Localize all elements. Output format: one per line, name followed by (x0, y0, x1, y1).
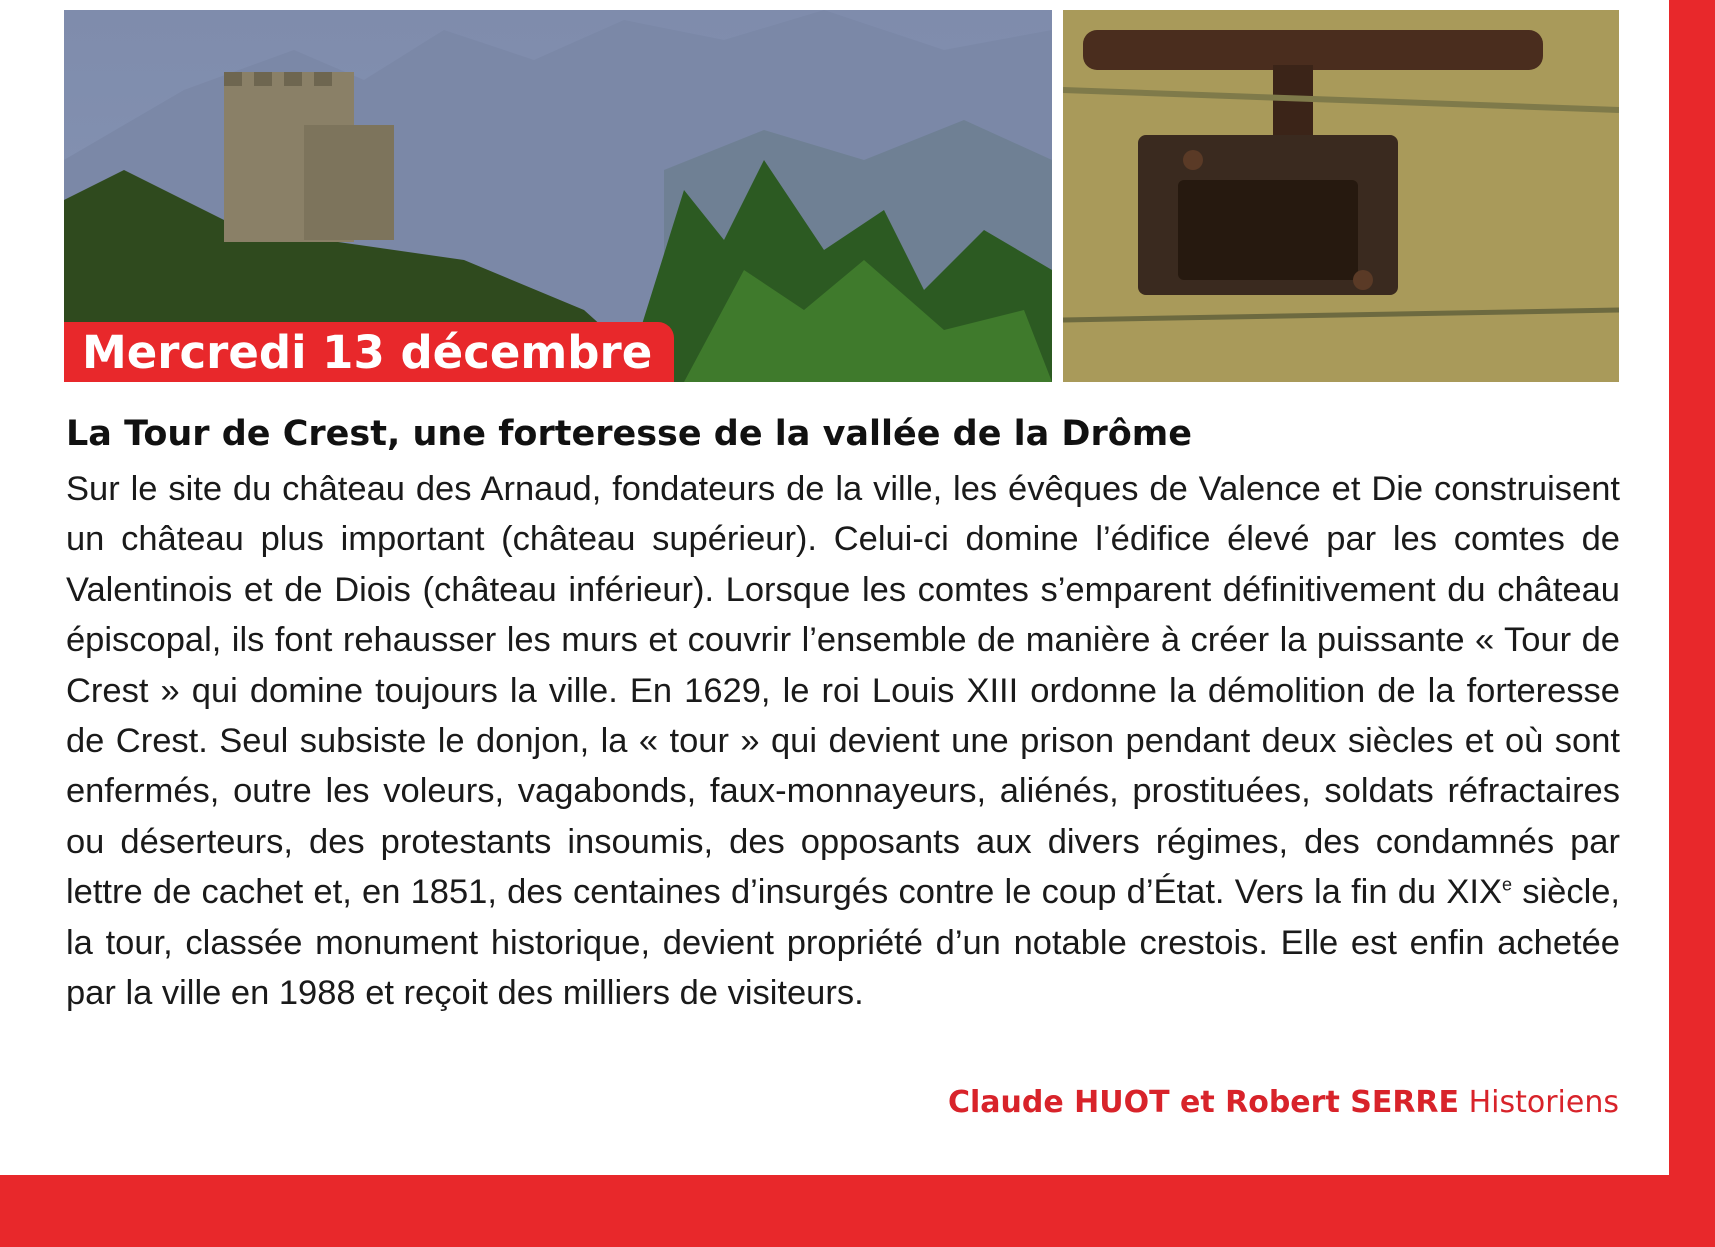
article-body (66, 464, 1620, 1018)
date-label: Mercredi 13 décembre (82, 325, 653, 379)
byline (948, 1085, 1619, 1120)
byline-role: Historiens (1468, 1085, 1619, 1120)
date-banner (64, 322, 674, 382)
body-text-part-1: Sur le site du château des Arnaud, fondateurs de la ville, les évêques de Valence et Die construisent un château plus important (château supérieur). Celui-ci domine l’édifice élevé par les comtes de Valentinois et de Diois (château inférieur). Lorsque les comtes s’emparent définitivement du château épiscopal, ils font rehausser les murs et couvrir l’ensemble de manière à créer la puissante « Tour de Crest » qui domine toujours la ville. En 1629, le roi Louis XIII ordonne la démolition de la forteresse de Crest. Seul subsiste le donjon, la « tour » qui devient une prison pendant deux siècles et où sont enfermés, outre les voleurs, vagabonds, faux-monnayeurs, aliénés, prostituées, soldats réfractaires ou déserteurs, des protestants insoumis, des opposants aux divers régimes, des condamnés par lettre de cachet et, en 1851, des centaines d’insurgés contre le coup d’État. Vers la fin du XIX (66, 470, 1620, 912)
article-title: La Tour de Crest, une forteresse de la vallée de la Drôme (66, 414, 1192, 454)
byline-authors: Claude HUOT et Robert SERRE (947, 1085, 1460, 1120)
red-frame-right (1669, 0, 1715, 1247)
body-text-part-2: siècle, la tour, classée monument historique, devient propriété d’un notable crestois. Elle est enfin achetée par la ville en 1988 et reçoit des milliers de visiteurs. (66, 873, 1621, 1013)
lock-photo (1063, 10, 1619, 382)
century-superscript: e (1501, 874, 1512, 895)
red-frame-bottom (0, 1175, 1715, 1247)
